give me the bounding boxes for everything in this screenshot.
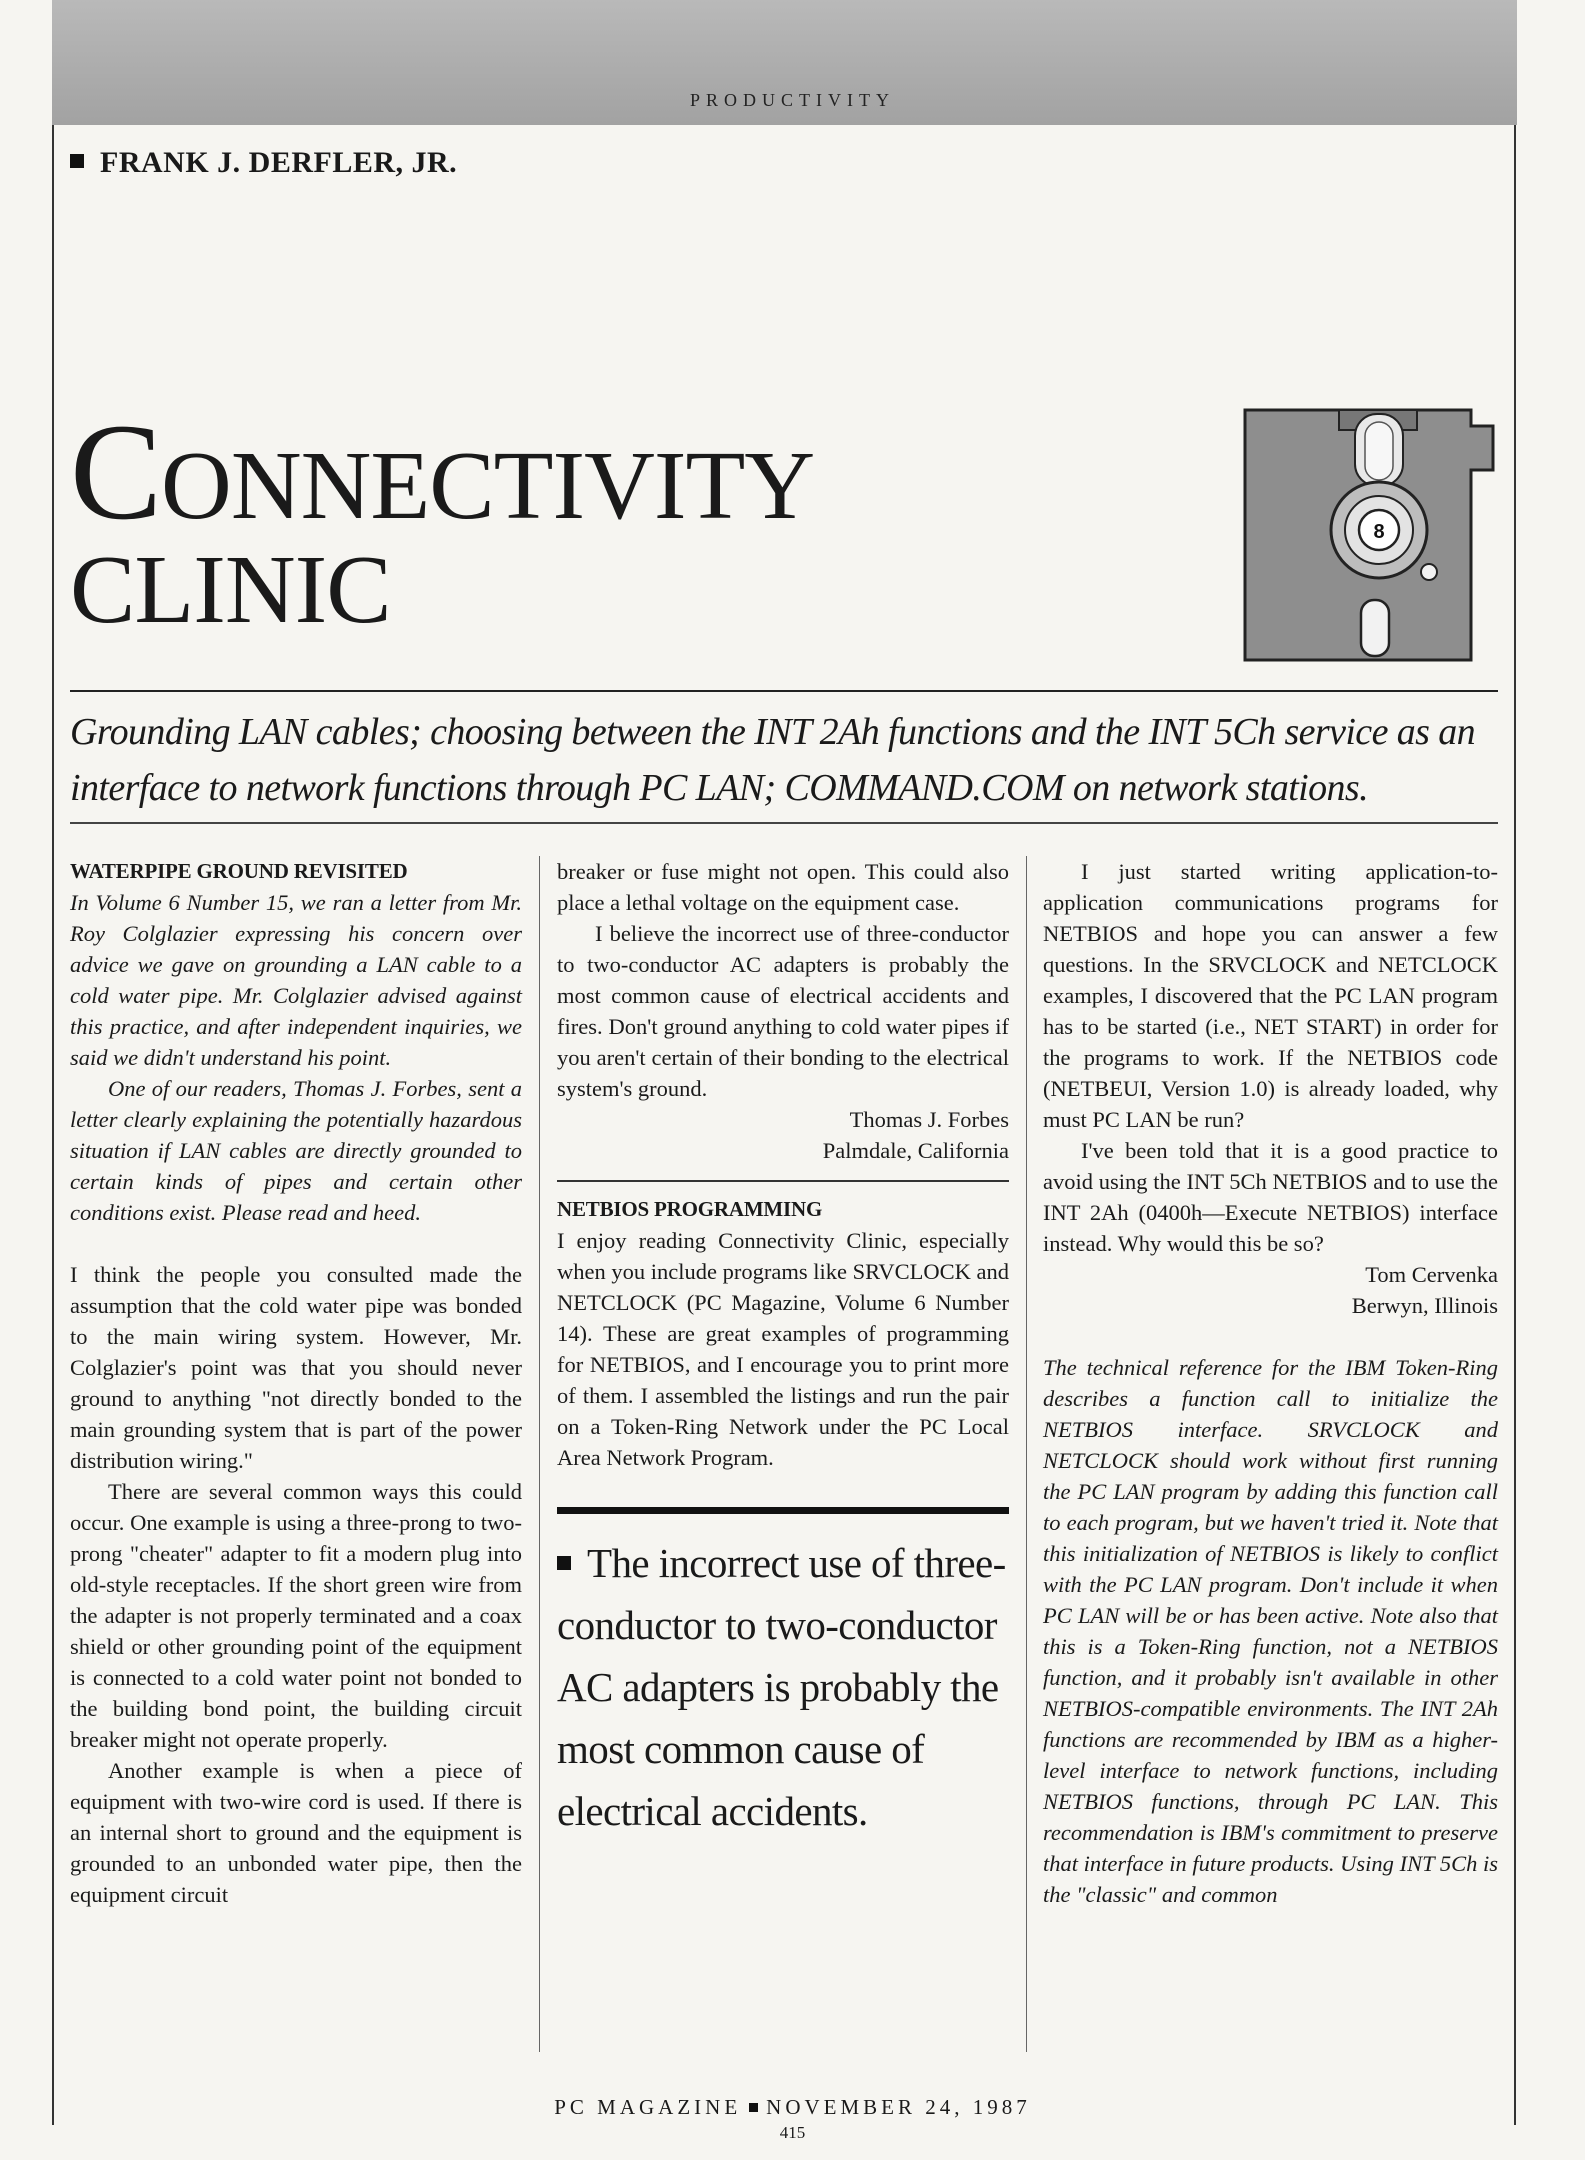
section-heading: WATERPIPE GROUND REVISITED	[70, 859, 408, 883]
signature-place: Palmdale, California	[822, 1138, 1009, 1163]
editor-intro: In Volume 6 Number 15, we ran a letter from Mr. Roy Colglazier expressing his concern over advice we gave on grounding a LAN cable to a cold water pipe. Mr. Colglazier advised against this practice, and after independent inquiries, we said we didn't understand his point.	[70, 890, 522, 1070]
signature-name: Thomas J. Forbes	[849, 1107, 1009, 1132]
deck-rule	[70, 822, 1498, 824]
section-kicker: PRODUCTIVITY	[690, 90, 895, 110]
letter-paragraph: I just started writing application-to-application communications programs for NETBIOS and hope you can answer a few questions. In the SRVCLOCK and NETCLOCK examples, I discovered that the PC LAN program has to be started (i.e., NET START) in order for the programs to work. If the NETBIOS code (NETBEUI, Version 1.0) is already loaded, why must PC LAN be run?	[1043, 859, 1498, 1132]
letter-paragraph: Another example is when a piece of equipment with two-wire cord is used. If there is an internal short to ground and the equipment is grounded to an unbonded water pipe, then the equipment circuit	[70, 1758, 522, 1907]
left-border-rule	[52, 125, 54, 2125]
title-line-2: CLINIC	[70, 536, 391, 644]
signature-name: Tom Cervenka	[1365, 1262, 1498, 1287]
page-number: 415	[779, 2123, 806, 2142]
title-line-1-rest: ONNECTIVITY	[161, 432, 815, 540]
paragraph-gap	[1043, 1321, 1498, 1352]
pullquote-bar	[557, 1507, 1009, 1514]
column-divider	[539, 856, 540, 2052]
letter-paragraph: There are several common ways this could occur. One example is using a three-prong to two-prong "cheater" adapter to fit a modern plug into old-style receptacles. If the short green wire from the adapter is not properly terminated and a coax shield or other grounding point of the equipment is connected to a cold water point not bonded to the building bond point, the building circuit breaker might not operate properly.	[70, 1479, 522, 1752]
paragraph-gap	[70, 1228, 522, 1259]
right-border-rule	[1514, 125, 1516, 2125]
letter-paragraph: I believe the incorrect use of three-conductor to two-conductor AC adapters is probably the most common cause of electrical accidents and fires. Don't ground anything to cold water pipes if you aren't certain of their bonding to the electrical system's ground.	[557, 921, 1009, 1101]
bullet-square-icon	[749, 2103, 758, 2112]
byline	[70, 146, 457, 180]
footer-magazine: PC MAGAZINE	[554, 2095, 742, 2119]
letter-paragraph: I've been told that it is a good practice to avoid using the INT 5Ch NETBIOS and to use the INT 2Ah (0400h—Execute NETBIOS) interface instead. Why would this be so?	[1043, 1138, 1498, 1256]
column-divider	[1026, 856, 1027, 2052]
letter-paragraph: I enjoy reading Connectivity Clinic, especially when you include programs like SRVCLOCK and NETCLOCK (PC Magazine, Volume 6 Number 14). These are great examples of programming for NETBIOS, and I encourage you to print more of them. I assembled the listings and run the pair on a Token-Ring Network under the PC Local Area Network Program.	[557, 1228, 1009, 1470]
column-3	[1043, 856, 1498, 1910]
deck-subtitle: Grounding LAN cables; choosing between the INT 2Ah functions and the INT 5Ch service as an interface to network functions through PC LAN; COMMAND.COM on network stations.	[70, 711, 1476, 809]
letter-paragraph: breaker or fuse might not open. This could also place a lethal voltage on the equipment case.	[557, 859, 1009, 915]
pullquote-text: The incorrect use of three-conductor to two-conductor AC adapters is probably the most common cause of electrical accidents.	[557, 1540, 1006, 1834]
signature-place: Berwyn, Illinois	[1351, 1293, 1498, 1318]
floppy-disk-icon	[1243, 408, 1495, 662]
author-name: FRANK J. DERFLER, JR.	[100, 146, 458, 179]
title-dropcap: C	[70, 395, 162, 548]
disk-label: 8	[1373, 521, 1385, 543]
title-line-1	[70, 395, 815, 548]
section-heading: NETBIOS PROGRAMMING	[557, 1197, 823, 1221]
pullquote	[557, 1532, 1009, 1842]
editor-intro: One of our readers, Thomas J. Forbes, sent a letter clearly explaining the potentially hazardous situation if LAN cables are directly grounded to certain kinds of pipes and certain other conditions exist. Please read and heed.	[70, 1076, 522, 1225]
bullet-square-icon	[70, 154, 84, 168]
column-2	[557, 856, 1009, 1842]
section-rule	[557, 1180, 1009, 1182]
bullet-square-icon	[557, 1556, 571, 1570]
footer-date: NOVEMBER 24, 1987	[766, 2095, 1031, 2119]
column-1	[70, 856, 522, 1910]
page-footer	[0, 2095, 1585, 2120]
letter-paragraph: I think the people you consulted made the assumption that the cold water pipe was bonded to the main wiring system. However, Mr. Colglazier's point was that you should never ground to anything "not directly bonded to the main grounding system that is part of the power distribution wiring."	[70, 1262, 522, 1473]
title-rule	[70, 690, 1498, 692]
page-title	[70, 395, 815, 644]
editor-answer: The technical reference for the IBM Token-Ring describes a function call to initialize the NETBIOS interface. SRVCLOCK and NETCLOCK should work without first running the PC LAN program by adding this function call to each program, but we haven't tried it. Note that this initialization of NETBIOS is likely to conflict with the PC LAN program. Don't include it when PC LAN will be or has been active. Note also that this is a Token-Ring function, not a NETBIOS function, and it probably isn't available in other NETBIOS-compatible environments. The INT 2Ah functions are recommended by IBM as a higher-level interface to network functions, including NETBIOS functions, through PC LAN. This recommendation is IBM's commitment to preserve that interface in future products. Using INT 5Ch is the "classic" and common	[1043, 1355, 1498, 1907]
